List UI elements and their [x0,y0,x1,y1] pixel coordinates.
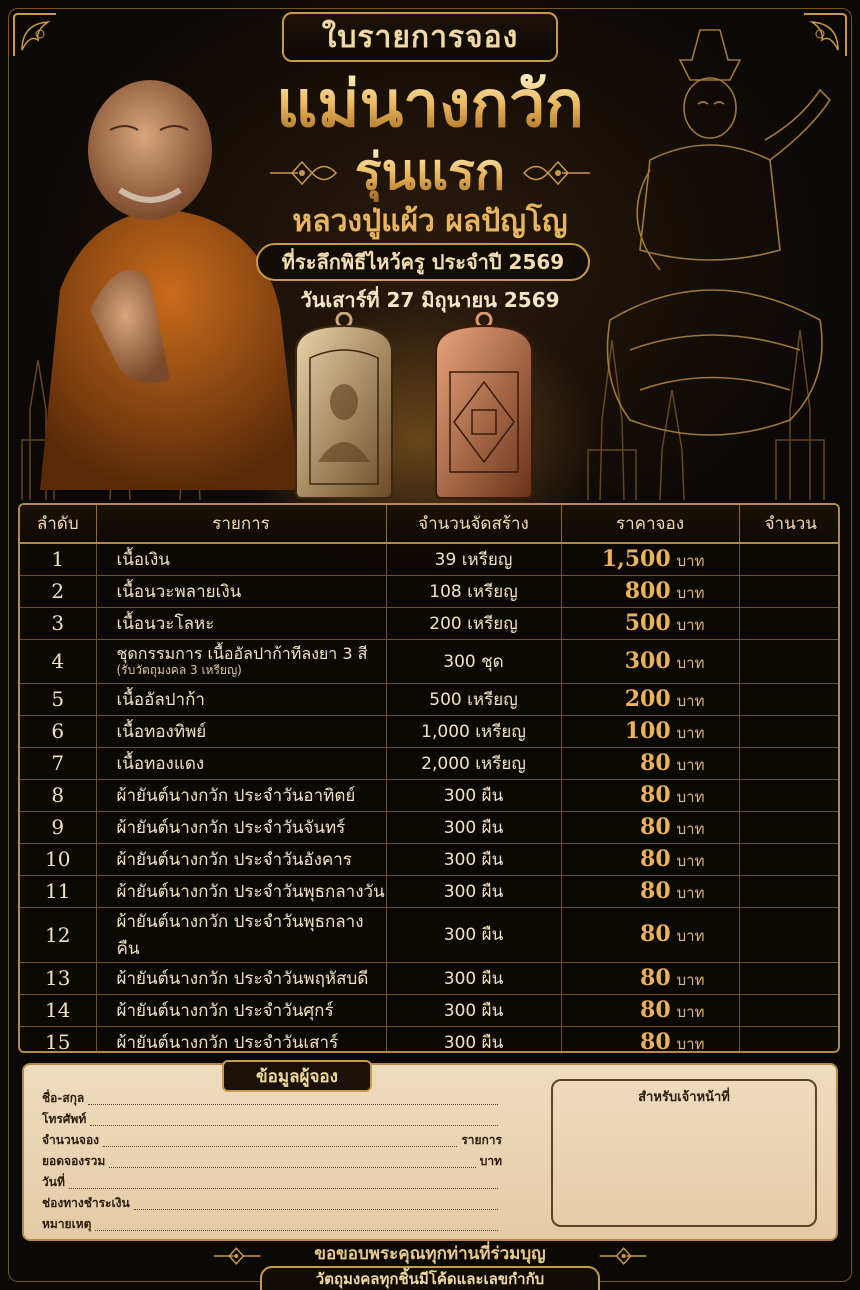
table-body [20,543,840,1053]
row-price [561,907,739,962]
table-row [20,575,840,607]
row-number: 1 [20,543,96,575]
row-price-unit: บาท [676,1002,705,1021]
header-quantity-made: จำนวนจัดสร้าง [386,505,561,543]
row-price-unit: บาท [676,883,705,902]
row-item: เนื้อเงิน [96,543,386,575]
row-price-amount: 80 [640,781,671,808]
form-field-label: จำนวนจอง [42,1133,100,1147]
row-number: 2 [20,575,96,607]
form-field-label: วันที่ [42,1175,65,1189]
row-price-amount: 80 [640,1028,671,1053]
row-item: ผ้ายันต์นางกวัก ประจำวันอังคาร [96,843,386,875]
row-order-count-cell[interactable] [739,962,840,994]
row-price-amount: 80 [640,749,671,776]
row-quantity-made: 300 ผืน [386,779,561,811]
row-order-count-cell[interactable] [739,639,840,683]
row-number: 3 [20,607,96,639]
row-order-count-cell[interactable] [739,875,840,907]
row-price-amount: 500 [624,609,671,636]
booking-info-badge: ข้อมูลผู้จอง [222,1060,372,1092]
row-number: 9 [20,811,96,843]
row-order-count-cell[interactable] [739,843,840,875]
row-price-unit: บาท [676,755,705,774]
row-item: ผ้ายันต์นางกวัก ประจำวันอาทิตย์ [96,779,386,811]
row-item: ผ้ายันต์นางกวัก ประจำวันพุธกลางวัน [96,875,386,907]
row-item: เนื้ออัลปาก้า [96,683,386,715]
row-price-amount: 80 [640,964,671,991]
row-item: ผ้ายันต์นางกวัก ประจำวันพฤหัสบดี [96,962,386,994]
row-price-amount: 200 [624,685,671,712]
table-row [20,875,840,907]
row-quantity-made: 300 ผืน [386,843,561,875]
event-badge: ที่ระลึกพิธีไหว้ครู ประจำปี 2569 [256,243,590,281]
header-order-count: จำนวน [739,505,840,543]
row-price [561,962,739,994]
row-quantity-made: 300 ผืน [386,1026,561,1053]
form-field-label: ชื่อ-สกุล [42,1091,85,1105]
table-row [20,1026,840,1053]
table-row [20,683,840,715]
row-order-count-cell[interactable] [739,715,840,747]
form-field-label: ยอดจองรวม [42,1154,106,1168]
row-price-unit: บาท [676,787,705,806]
row-quantity-made: 200 เหรียญ [386,607,561,639]
row-quantity-made: 39 เหรียญ [386,543,561,575]
row-price-amount: 100 [624,717,671,744]
event-date: วันเสาร์ที่ 27 มิถุนายน 2569 [300,288,560,312]
form-field[interactable] [42,1172,502,1192]
table-row [20,543,840,575]
form-field-line[interactable] [95,1230,498,1231]
form-field-label: โทรศัพท์ [42,1112,87,1126]
row-order-count-cell[interactable] [739,607,840,639]
row-price-unit: บาท [676,927,705,945]
table-row [20,994,840,1026]
staff-only-label: สำหรับเจ้าหน้าที่ [638,1090,730,1105]
row-number: 8 [20,779,96,811]
row-price-unit: บาท [676,851,705,870]
row-number: 13 [20,962,96,994]
table-row [20,747,840,779]
row-price-amount: 80 [640,996,671,1023]
form-field[interactable] [42,1151,502,1171]
row-order-count-cell[interactable] [739,543,840,575]
row-price [561,639,739,683]
row-quantity-made: 108 เหรียญ [386,575,561,607]
row-price-amount: 80 [640,813,671,840]
header-price: ราคาจอง [561,505,739,543]
row-item: เนื้อทองแดง [96,747,386,779]
form-field-line[interactable] [109,1167,476,1168]
row-number: 10 [20,843,96,875]
thanks-message: ขอขอบพระคุณทุกท่านที่ร่วมบุญ [314,1244,546,1264]
table-header-row [20,505,840,543]
ornament-right-icon [522,156,592,190]
row-quantity-made: 300 ผืน [386,994,561,1026]
row-price-unit: บาท [676,819,705,838]
row-number: 11 [20,875,96,907]
form-field[interactable] [42,1088,502,1108]
row-price [561,779,739,811]
row-item: เนื้อนวะพลายเงิน [96,575,386,607]
footer-ornament-right-icon [598,1244,648,1268]
header-no: ลำดับ [20,505,96,543]
form-field-label: ช่องทางชำระเงิน [42,1196,130,1210]
row-item: ผ้ายันต์นางกวัก ประจำวันพุธกลางคืน [96,907,386,962]
row-price-amount: 80 [640,845,671,872]
row-price [561,543,739,575]
row-price-amount: 80 [640,921,671,947]
row-item: เนื้อนวะโลหะ [96,607,386,639]
table-row [20,843,840,875]
row-item-note: (รับวัตถุมงคล 3 เหรียญ) [116,663,242,677]
row-price [561,575,739,607]
row-item: ผ้ายันต์นางกวัก ประจำวันเสาร์ [96,1026,386,1053]
table-row [20,907,840,962]
row-price-unit: บาท [676,551,705,570]
form-field-suffix: บาท [479,1154,502,1168]
row-price [561,715,739,747]
row-quantity-made: 1,000 เหรียญ [386,715,561,747]
row-price-amount: 300 [624,647,671,674]
form-field[interactable] [42,1193,502,1213]
row-quantity-made: 2,000 เหรียญ [386,747,561,779]
row-item: ผ้ายันต์นางกวัก ประจำวันจันทร์ [96,811,386,843]
ornament-left-icon [268,156,338,190]
row-price [561,607,739,639]
row-order-count-cell[interactable] [739,683,840,715]
row-price-amount: 1,500 [601,545,671,572]
row-price-unit: บาท [676,653,705,672]
row-price-unit: บาท [676,723,705,742]
row-quantity-made: 300 ชุด [386,639,561,683]
row-order-count-cell[interactable] [739,575,840,607]
row-price [561,811,739,843]
row-quantity-made: 300 ผืน [386,875,561,907]
row-order-count-cell[interactable] [739,779,840,811]
form-field-line[interactable] [88,1104,498,1105]
row-price [561,1026,739,1053]
row-order-count-cell[interactable] [739,1026,840,1053]
amulet-coins-icon [288,312,542,502]
form-field-line[interactable] [134,1209,498,1210]
form-field[interactable] [42,1109,502,1129]
row-price-unit: บาท [676,1034,705,1053]
row-number: 14 [20,994,96,1026]
monk-name: หลวงปู่แผ้ว ผลปัญโญ [292,204,568,239]
form-field-line[interactable] [69,1188,498,1189]
row-price-unit: บาท [676,970,705,989]
form-field-line[interactable] [90,1125,498,1126]
row-order-count-cell[interactable] [739,747,840,779]
row-number: 6 [20,715,96,747]
table-row [20,639,840,683]
row-item: ผ้ายันต์นางกวัก ประจำวันศุกร์ [96,994,386,1026]
row-price [561,843,739,875]
row-price-amount: 80 [640,877,671,904]
row-item [96,639,386,683]
row-item: เนื้อทองทิพย์ [96,715,386,747]
table-row [20,607,840,639]
table-row [20,715,840,747]
main-title: แม่นางกวัก [230,66,630,144]
row-quantity-made: 300 ผืน [386,907,561,962]
row-item-label: ชุดกรรมการ เนื้ออัลปาก้าทีลงยา 3 สี [116,644,368,663]
row-number: 7 [20,747,96,779]
row-price [561,683,739,715]
row-order-count-cell[interactable] [739,811,840,843]
table-row [20,779,840,811]
form-title-badge: ใบรายการจอง [282,12,558,62]
header-item: รายการ [96,505,386,543]
row-quantity-made: 300 ผืน [386,962,561,994]
row-number: 15 [20,1026,96,1053]
row-quantity-made: 500 เหรียญ [386,683,561,715]
row-price [561,747,739,779]
form-field-suffix: รายการ [461,1133,502,1147]
row-number: 5 [20,683,96,715]
form-field-line[interactable] [103,1146,457,1147]
row-price [561,994,739,1026]
row-price-unit: บาท [676,583,705,602]
table-row [20,811,840,843]
price-table [18,503,840,1053]
form-field[interactable] [42,1214,502,1234]
sub-title: รุ่นแรก [330,142,530,202]
row-quantity-made: 300 ผืน [386,811,561,843]
form-field-label: หมายเหตุ [42,1217,92,1231]
serial-code-note: วัตถุมงคลทุกชิ้นมีโค้ดและเลขกำกับ [260,1266,600,1290]
table-row [20,962,840,994]
row-order-count-cell[interactable] [739,994,840,1026]
row-order-count-cell[interactable] [739,907,840,962]
form-field[interactable] [42,1130,502,1150]
row-price-unit: บาท [676,615,705,634]
row-price-amount: 800 [624,577,671,604]
row-price [561,875,739,907]
row-number: 12 [20,907,96,962]
row-price-unit: บาท [676,691,705,710]
row-number: 4 [20,639,96,683]
